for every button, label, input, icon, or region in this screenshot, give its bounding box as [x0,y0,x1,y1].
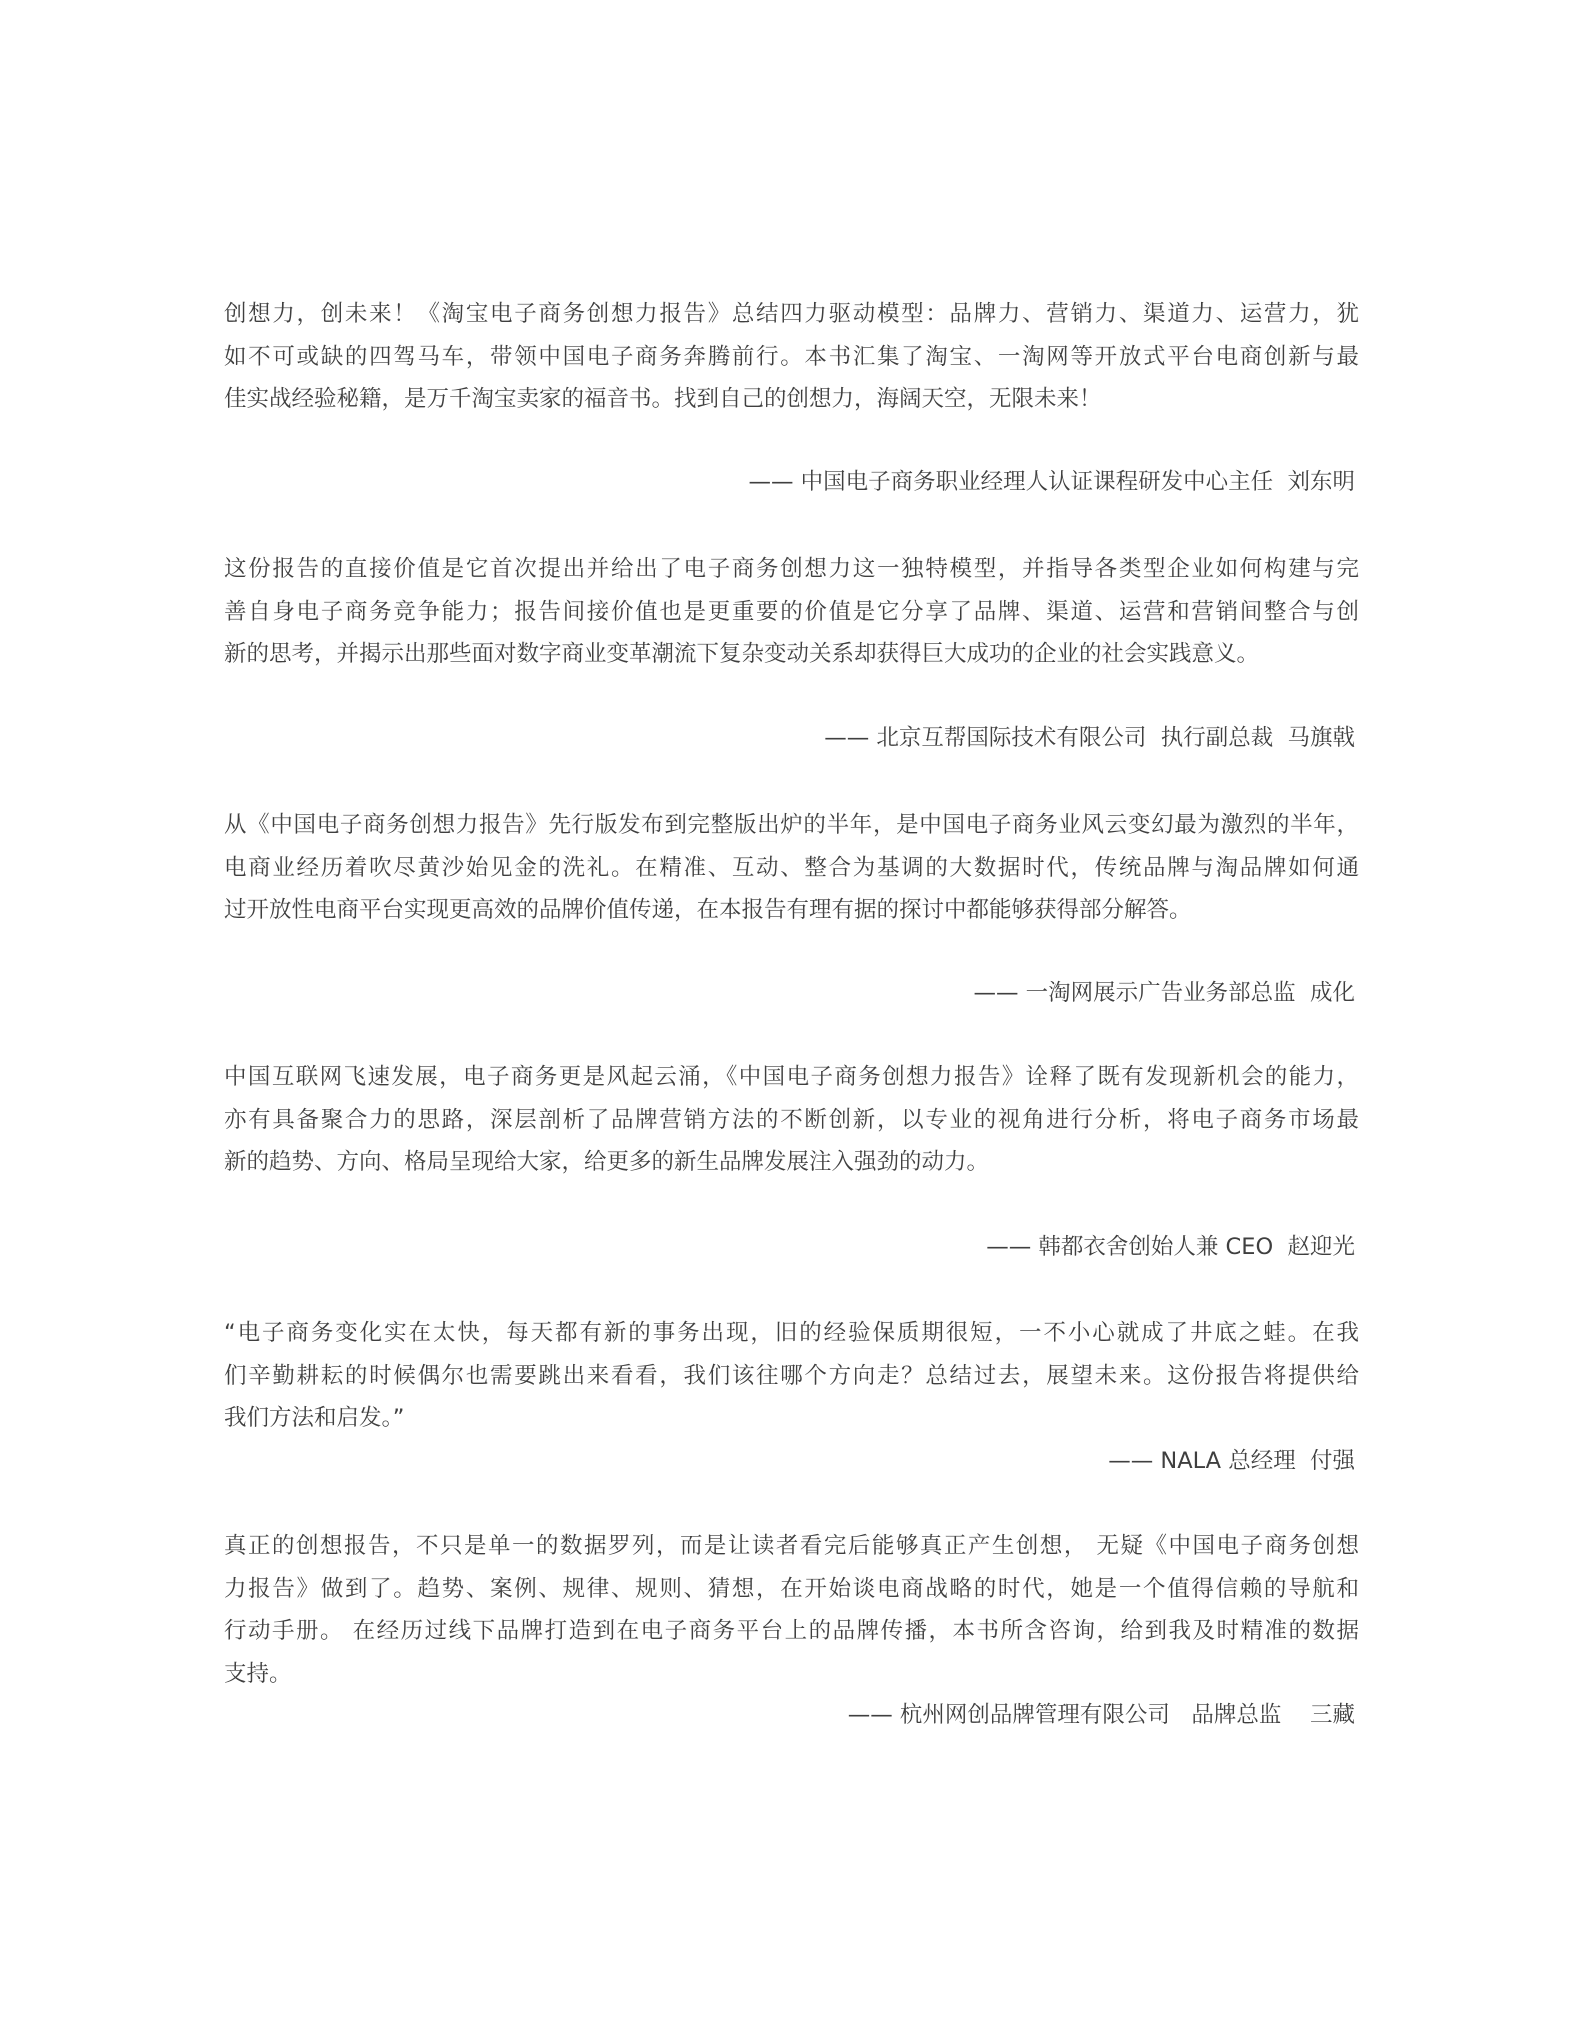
text-line: 过开放性电商平台实现更高效的品牌价值传递，在本报告有理有据的探讨中都能够获得部分解答。 [224,897,1192,923]
quote-text [224,548,1359,676]
quote-text [224,804,1359,932]
quote-attribution: —— NALA 总经理 付强 [1108,1448,1355,1474]
text-line: 创想力，创未来！《淘宝电子商务创想力报告》总结四力驱动模型：品牌力、营销力、渠道力、运营力，犹 [224,301,1359,327]
quote-text [224,293,1359,421]
quote-attribution: —— 北京互帮国际技术有限公司 执行副总裁 马旗戟 [824,725,1355,751]
text-line: 新的思考，并揭示出那些面对数字商业变革潮流下复杂变动关系却获得巨大成功的企业的社会实践意义。 [224,641,1260,667]
quote-text [224,1525,1359,1695]
quote-text [224,1056,1359,1184]
text-line: 中国互联网飞速发展，电子商务更是风起云涌，《中国电子商务创想力报告》诠释了既有发现新机会的能力， [224,1064,1359,1090]
text-line: 我们方法和启发。” [224,1405,405,1431]
text-line: “电子商务变化实在太快，每天都有新的事务出现，旧的经验保质期很短，一不小心就成了井底之蛙。在我 [224,1320,1359,1346]
text-line: 从《中国电子商务创想力报告》先行版发布到完整版出炉的半年，是中国电子商务业风云变幻最为激烈的半年， [224,812,1359,838]
text-line: 新的趋势、方向、格局呈现给大家，给更多的新生品牌发展注入强劲的动力。 [224,1149,990,1175]
quote-attribution: —— 一淘网展示广告业务部总监 成化 [973,980,1355,1006]
quote-attribution: —— 杭州网创品牌管理有限公司 品牌总监 三藏 [847,1702,1355,1728]
text-line: 如不可或缺的四驾马车，带领中国电子商务奔腾前行。本书汇集了淘宝、一淘网等开放式平台电商创新与最 [224,343,1359,370]
text-line: 电商业经历着吹尽黄沙始见金的洗礼。在精准、互动、整合为基调的大数据时代，传统品牌与淘品牌如何通 [224,854,1359,881]
quote-text [224,1312,1359,1440]
quote-attribution: —— 韩都衣舍创始人兼 CEO 赵迎光 [986,1234,1355,1260]
quote-attribution: —— 中国电子商务职业经理人认证课程研发中心主任 刘东明 [748,469,1355,495]
text-line: 亦有具备聚合力的思路，深层剖析了品牌营销方法的不断创新，以专业的视角进行分析，将电子商务市场最 [224,1106,1359,1133]
text-line: 力报告》做到了。趋势、案例、规律、规则、猜想，在开始谈电商战略的时代，她是一个值得信赖的导航和 [224,1575,1359,1602]
text-line: 真正的创想报告，不只是单一的数据罗列，而是让读者看完后能够真正产生创想， 无疑《中国电子商务创想 [224,1533,1359,1559]
text-line: 们辛勤耕耘的时候偶尔也需要跳出来看看，我们该往哪个方向走？总结过去，展望未来。这份报告将提供给 [224,1362,1359,1389]
text-line: 善自身电子商务竞争能力；报告间接价值也是更重要的价值是它分享了品牌、渠道、运营和营销间整合与创 [224,598,1359,625]
text-line: 佳实战经验秘籍，是万千淘宝卖家的福音书。找到自己的创想力，海阔天空，无限未来！ [224,386,1102,412]
text-line: 支持。 [224,1660,292,1687]
text-line: 行动手册。 在经历过线下品牌打造到在电子商务平台上的品牌传播，本书所含咨询，给到我及时精准的数据 [224,1618,1359,1644]
text-line: 这份报告的直接价值是它首次提出并给出了电子商务创想力这一独特模型，并指导各类型企业如何构建与完 [224,556,1359,582]
